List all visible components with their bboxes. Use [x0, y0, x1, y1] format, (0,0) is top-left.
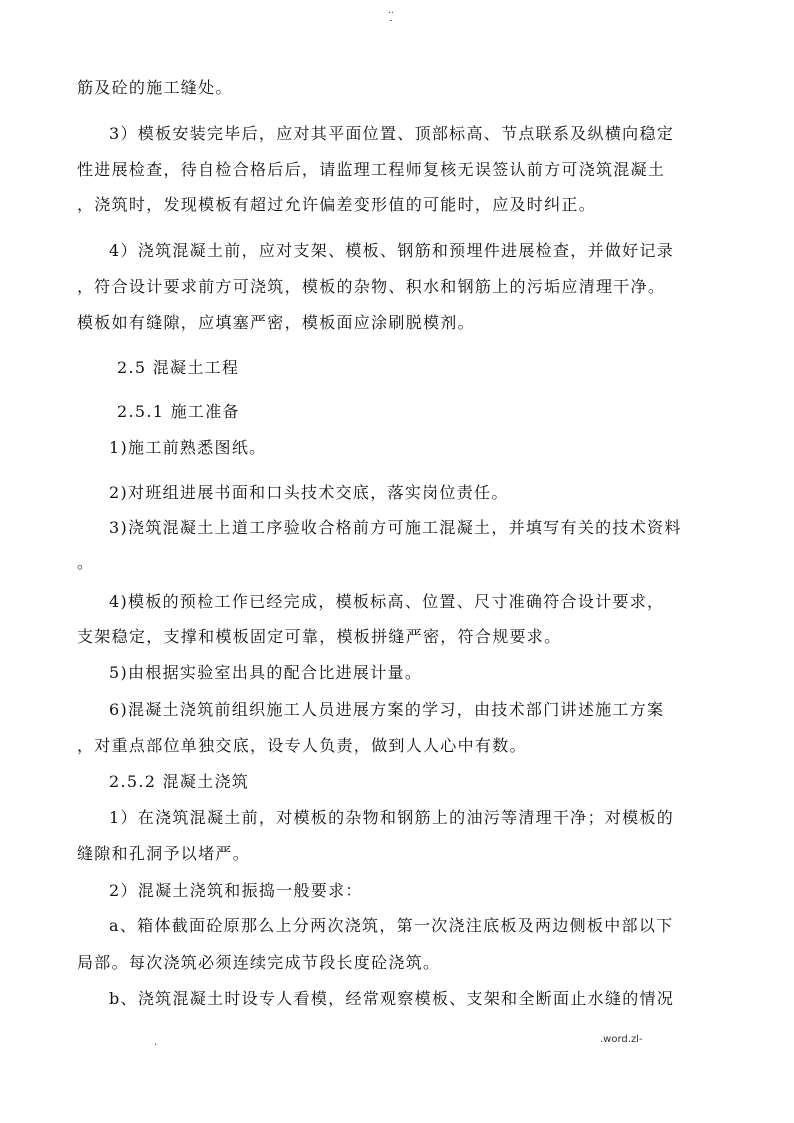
text-line: ，浇筑时，发现模板有超过允许偏差变形值的可能时，应及时纠正。 [77, 195, 597, 214]
text-line: 局部。每次浇筑必须连续完成节段长度砼浇筑。 [77, 953, 441, 972]
header-bottom-mark: - [389, 16, 393, 26]
text-line: 。 [77, 553, 95, 572]
footer-text: .word.zl- [600, 1034, 643, 1045]
text-line: 6)混凝土浇筑前组织施工人员进展方案的学习，由技术部门讲述施工方案 [109, 700, 665, 719]
text-line: 4）浇筑混凝土前，应对支架、模板、钢筋和预埋件进展检查，并做好记录 [109, 241, 675, 260]
text-line: 1）在浇筑混凝土前，对模板的杂物和钢筋上的油污等清理干净；对模板的 [109, 808, 675, 827]
section-heading: 2.5 混凝土工程 [117, 358, 240, 377]
text-line: 2）混凝土浇筑和振捣一般要求： [109, 881, 363, 900]
subsection-heading: 2.5.2 混凝土浇筑 [109, 772, 250, 791]
text-line: ，对重点部位单独交底，设专人负责，做到人人心中有数。 [77, 736, 527, 755]
header-mark [388, 6, 394, 26]
text-line: 支架稳定，支撑和模板固定可靠，模板拼缝严密，符合规要求。 [77, 627, 562, 646]
text-line: 筋及砼的施工缝处。 [77, 78, 233, 97]
text-line: a、箱体截面砼原那么上分两次浇筑，第一次浇注底板及两边侧板中部以下 [109, 916, 674, 935]
footer-left-mark: . [154, 1037, 158, 1048]
text-line: b、浇筑混凝土时设专人看模，经常观察模板、支架和全断面止水缝的情况 [109, 989, 675, 1008]
header-top-mark: .. [388, 6, 394, 16]
text-line: 缝隙和孔洞予以堵严。 [77, 844, 251, 863]
text-line: 模板如有缝隙，应填塞严密，模板面应涂刷脱模剂。 [77, 313, 475, 332]
text-line: 1)施工前熟悉图纸。 [109, 438, 267, 457]
text-line: 2)对班组进展书面和口头技术交底，落实岗位责任。 [109, 483, 509, 502]
text-line: 3）模板安装完毕后，应对其平面位置、顶部标高、节点联系及纵横向稳定 [109, 124, 675, 143]
subsection-heading: 2.5.1 施工准备 [117, 402, 240, 421]
text-line: 5)由根据实验室出具的配合比进展计量。 [109, 663, 423, 682]
text-line: 性进展检查，待自检合格后后，请监理工程师复核无误签认前方可浇筑混凝土 [77, 160, 666, 179]
text-line: ，符合设计要求前方可浇筑，模板的杂物、积水和钢筋上的污垢应清理干净。 [77, 277, 666, 296]
text-line: 3)浇筑混凝土上道工序验收合格前方可施工混凝土，并填写有关的技术资料 [109, 518, 682, 537]
text-line: 4)模板的预检工作已经完成，模板标高、位置、尺寸准确符合设计要求， [109, 592, 665, 611]
